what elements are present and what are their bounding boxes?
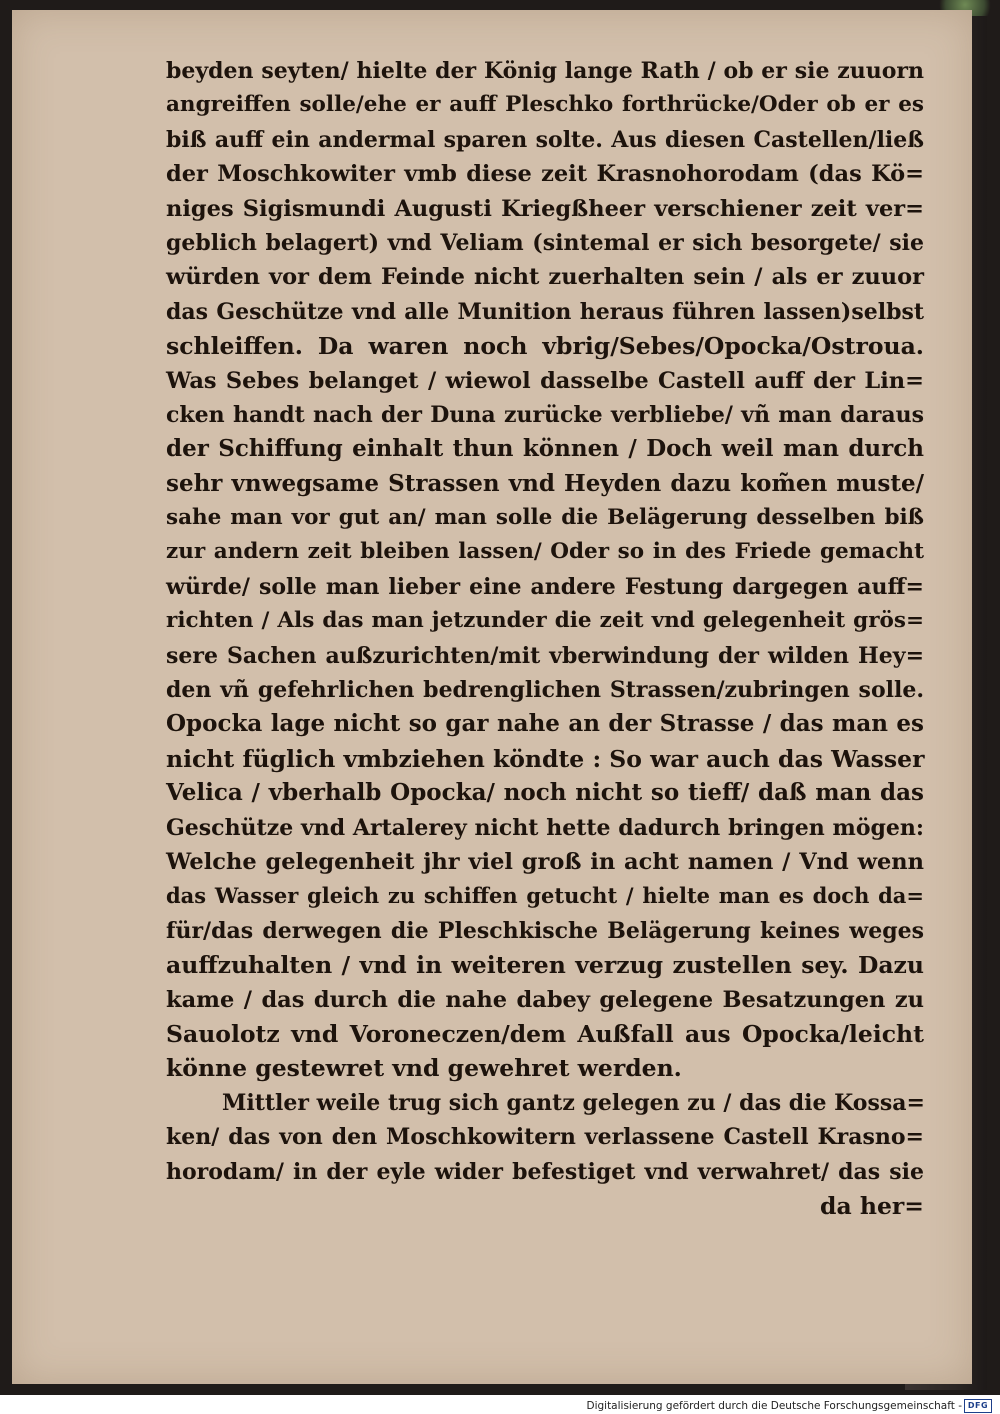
text-line: für/das derwegen die Pleschkische Belägerung keines weges bbox=[166, 917, 924, 944]
text-line: biß auff ein andermal sparen solte. Aus diesen Castellen/ließ bbox=[166, 126, 924, 153]
text-line: auffzuhalten / vnd in weiteren verzug zustellen sey. Dazu bbox=[166, 951, 924, 980]
text-line: sahe man vor gut an/ man solle die Belägerung desselben biß bbox=[166, 505, 924, 531]
text-line: Was Sebes belanget / wiewol dasselbe Castell auff der Lin= bbox=[166, 367, 924, 394]
text-line: den vñ gefehrlichen bedrenglichen Strassen/zubringen solle. bbox=[166, 677, 924, 704]
text-line: horodam/ in der eyle wider befestiget vnd verwahret/ das sie bbox=[166, 1158, 924, 1185]
text-line: niges Sigismundi Augusti Kriegßheer verschiener zeit ver= bbox=[166, 195, 924, 222]
text-line: würde/ solle man lieber eine andere Festung dargegen auff= bbox=[166, 573, 924, 600]
dfg-logo: DFG bbox=[964, 1399, 992, 1413]
page-text bbox=[166, 54, 924, 1223]
text-line: Geschütze vnd Artalerey nicht hette dadurch bringen mögen: bbox=[166, 814, 924, 841]
text-line: kame / das durch die nahe dabey gelegene Besatzungen zu bbox=[166, 986, 924, 1013]
text-line: cken handt nach der Duna zurücke verbliebe/ vñ man daraus bbox=[166, 401, 924, 428]
text-line: beyden seyten/ hielte der König lange Rath / ob er sie zuuorn bbox=[166, 58, 924, 84]
text-line: Opocka lage nicht so gar nahe an der Strasse / das man es bbox=[166, 710, 924, 738]
funding-notice: Digitalisierung gefördert durch die Deutsche Forschungsgemeinschaft - bbox=[586, 1400, 962, 1412]
text-line: ken/ das von den Moschkowitern verlassene Castell Krasno= bbox=[166, 1124, 924, 1151]
text-line: schleiffen. Da waren noch vbrig/Sebes/Opocka/Ostroua. bbox=[166, 332, 924, 361]
text-line: geblich belagert) vnd Veliam (sintemal er sich besorgete/ sie bbox=[166, 229, 924, 256]
text-line: richten / Als das man jetzunder die zeit vnd gelegenheit grös= bbox=[166, 608, 924, 634]
text-line: der Schiffung einhalt thun können / Doch weil man durch bbox=[166, 435, 924, 463]
text-line: das Geschütze vnd alle Munition heraus führen lassen)selbst bbox=[166, 298, 924, 325]
text-line: der Moschkowiter vmb diese zeit Krasnohorodam (das Kö= bbox=[166, 161, 924, 188]
text-line: sere Sachen außzurichten/mit vberwindung der wilden Hey= bbox=[166, 642, 924, 669]
catchword: da her= bbox=[820, 1191, 924, 1220]
text-line: Velica / vberhalb Opocka/ noch nicht so tieff/ daß man das bbox=[166, 779, 924, 807]
text-line: nicht füglich vmbziehen köndte : So war auch das Wasser bbox=[166, 744, 925, 773]
text-line: würden vor dem Feinde nicht zuerhalten sein / als er zuuor bbox=[166, 264, 924, 291]
text-line: könne gestewret vnd gewehret werden. bbox=[166, 1054, 682, 1083]
text-line: zur andern zeit bleiben lassen/ Oder so in des Friede gemacht bbox=[166, 539, 924, 565]
text-line: Welche gelegenheit jhr viel groß in acht namen / Vnd wenn bbox=[166, 848, 924, 875]
text-line: angreiffen solle/ehe er auff Pleschko forthrücke/Oder ob er es bbox=[166, 92, 924, 118]
text-line: Mittler weile trug sich gantz gelegen zu / das die Kossa= bbox=[222, 1089, 925, 1116]
text-line: sehr vnwegsame Strassen vnd Heyden dazu kom̃en muste/ bbox=[166, 469, 924, 497]
text-line: Sauolotz vnd Voroneczen/dem Außfall aus Opocka/leicht bbox=[166, 1019, 924, 1048]
text-line: das Wasser gleich zu schiffen getucht / hielte man es doch da= bbox=[166, 883, 924, 909]
